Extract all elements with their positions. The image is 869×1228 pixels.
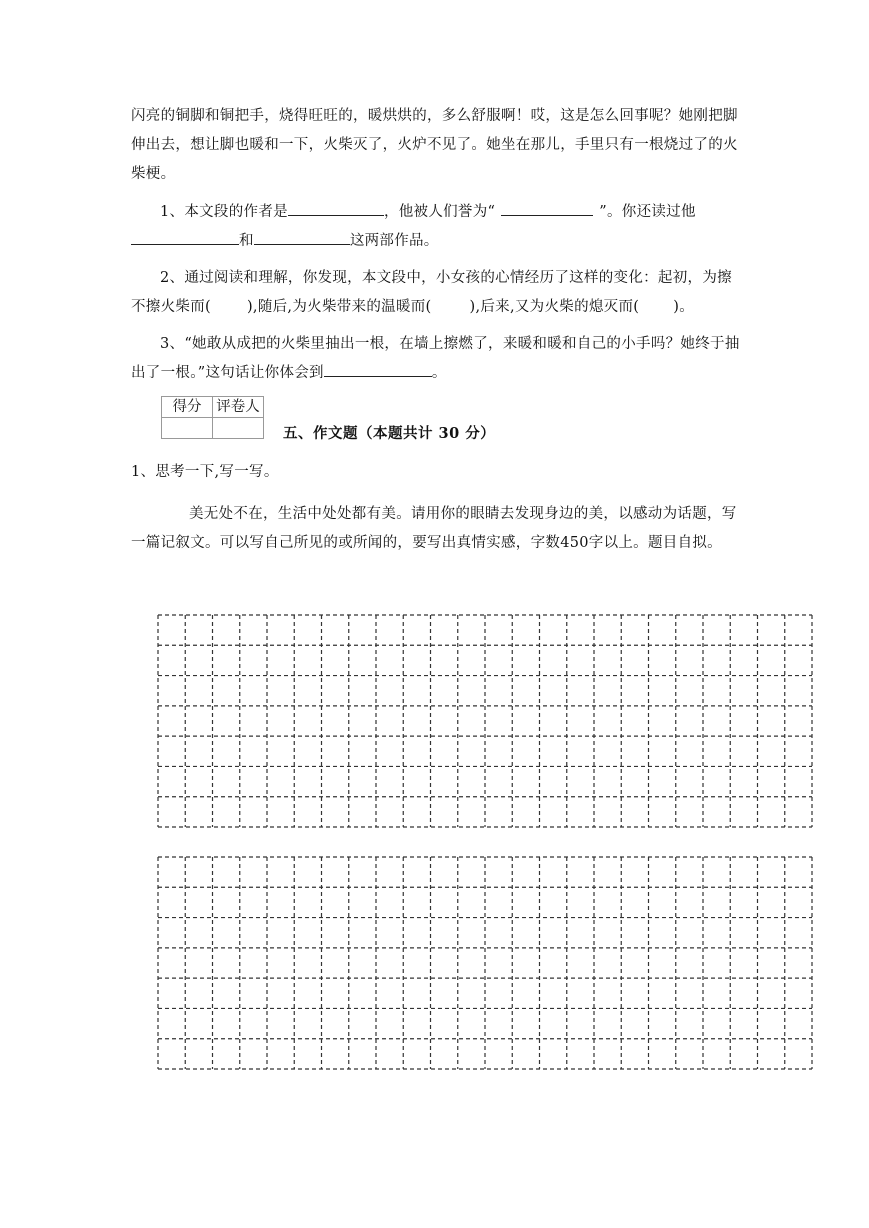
question-3	[131, 330, 741, 388]
writing-prompt: 美无处不在，生活中处处都有美。请用你的眼睛去发现身边的美，以感动为话题，写一篇记叙文。可以写自己所见的或所闻的，要写出真情实感，字数450字以上。题目自拟。	[131, 506, 737, 551]
passage-text: 闪亮的铜脚和铜把手，烧得旺旺的，暖烘烘的，多么舒服啊！哎，这是怎么回事呢？她刚把脚伸出去，想让脚也暖和一下，火柴灭了，火炉不见了。她坐在那儿，手里只有一根烧过了的火柴梗。	[131, 108, 738, 182]
question-2-text-d: )。	[673, 299, 694, 315]
answer-blank-work-2[interactable]	[254, 228, 350, 245]
answer-blank-feeling[interactable]	[324, 360, 432, 377]
score-cell[interactable]	[162, 418, 213, 439]
writing-grid-block-1[interactable]	[157, 614, 813, 828]
question-1-text-a: 1、本文段的作者是	[160, 204, 288, 220]
writing-item: 1、思考一下,写一写。	[131, 464, 279, 480]
writing-grid-2[interactable]	[157, 856, 813, 1070]
answer-blank-title[interactable]	[501, 199, 593, 216]
question-2-text-b: ),随后,为火柴带来的温暖而(	[246, 299, 432, 315]
score-label: 得分	[162, 397, 213, 418]
question-1-text-e: 这两部作品。	[349, 233, 439, 249]
grader-cell[interactable]	[213, 418, 264, 439]
question-1	[131, 198, 741, 256]
writing-grid-block-2[interactable]	[157, 856, 813, 1070]
question-1-text-d: 和	[239, 233, 254, 249]
question-1-text-c: ”。你还读过他	[599, 204, 696, 220]
question-1-text-b: ，他被人们誉为“	[383, 204, 496, 220]
writing-grid-1[interactable]	[157, 614, 813, 828]
question-3-text-b: 。	[431, 365, 447, 381]
answer-blank-author[interactable]	[288, 199, 384, 216]
question-2-text-c: ),后来,又为火柴的熄灭而(	[469, 299, 640, 315]
score-table	[161, 396, 264, 439]
question-3-text-a: 3、“她敢从成把的火柴里抽出一根，在墙上擦燃了，来暖和暖和自己的小手吗？她终于抽出了一根。”这句话让你体会到	[131, 336, 740, 381]
answer-blank-work-1[interactable]	[131, 228, 239, 245]
section-title: 五、作文题（本题共计 30 分）	[283, 425, 496, 442]
question-2-text-a: 2、通过阅读和理解，你发现，本文段中，小女孩的心情经历了这样的变化：起初，为擦不擦火柴而(	[131, 270, 732, 315]
question-2	[131, 264, 741, 322]
grader-label: 评卷人	[213, 397, 264, 418]
